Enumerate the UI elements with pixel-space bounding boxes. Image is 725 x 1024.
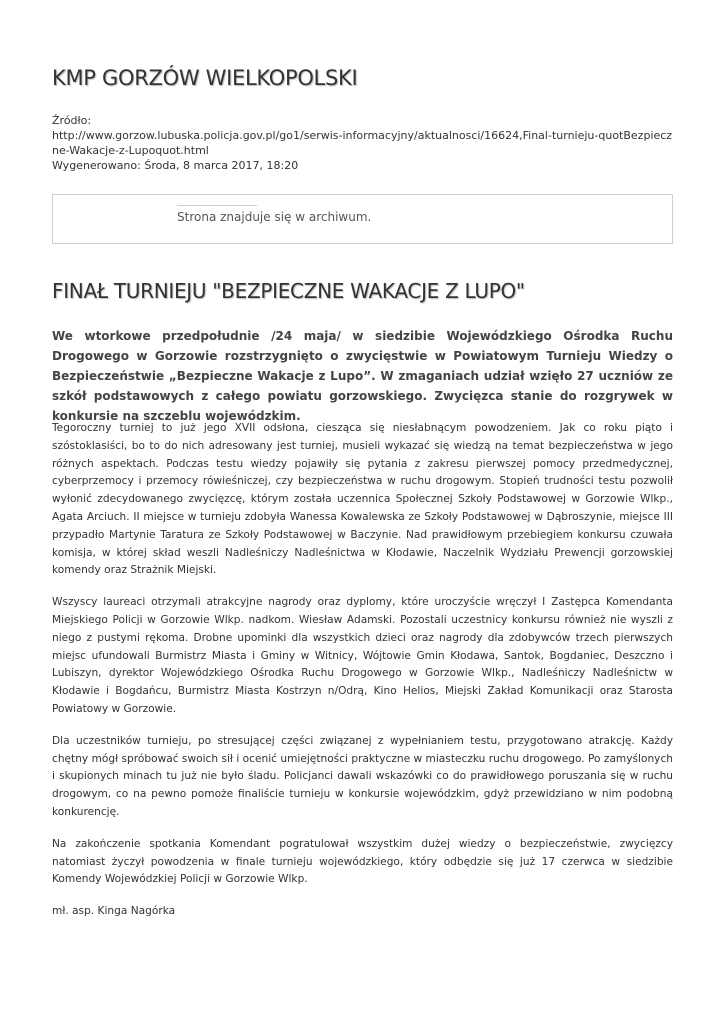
generated-date: Wygenerowano: Środa, 8 marca 2017, 18:20 <box>52 159 299 172</box>
article-paragraph: Wszyscy laureaci otrzymali atrakcyjne nagrody oraz dyplomy, które uroczyście wręczył I Zastępca Komendanta Miejskiego Policji w Gorzowie Wlkp. nadkom. Wiesław Adamski. Pozostali uczestnicy konkursu również nie wyszli z niego z pustymi rękoma. Drobne upominki dla wszystkich dzieci oraz nagrody dla zdobywców trzech pierwszych miejsc ufundowali Burmistrz Miasta i Gminy w Witnicy, Wójtowie Gmin Kłodawa, Santok, Bogdaniec, Deszczno i Lubiszyn, dyrektor Wojewódzkiego Ośrodka Ruchu Drogowego w Gorzowie Wlkp., Nadleśniczy Nadleśnictw w Kłodawie i Bogdańcu, Burmistrz Miasta Kostrzyn n/Odrą, Kino Helios, Miejski Zakład Komunikacji oraz Starosta Powiatowy w Gorzowie. <box>52 596 673 715</box>
article-author: mł. asp. Kinga Nagórka <box>52 905 176 918</box>
archive-notice-box <box>52 194 673 244</box>
article-paragraph: Tegoroczny turniej to już jego XVII odsłona, ciesząca się niesłabnącym powodzeniem. Jak co roku piąto i szóstoklasiści, bo to do nich adresowany jest turniej, musieli wykazać się wiedzą na temat bezpieczeństwa w jego różnych aspektach. Podczas testu wiedzy pojawiły się pytania z zakresu pierwszej pomocy przedmedycznej, cyberprzemocy i przemocy rówieśniczej, czy bezpieczeństwa w ruchu drogowym. Stopień trudności testu pozwolił wyłonić zdecydowanego zwycięzcę, którym została uczennica Społecznej Szkoły Podstawowej w Gorzowie Wlkp., Agata Arciuch. II miejsce w turnieju zdobyła Wanessa Kowalewska ze Szkoły Podstawowej w Dąbroszynie, miejsce III przypadło Martynie Taratura ze Szkoły Podstawowej w Baczynie. Nad prawidłowym przebiegiem konkursu czuwała komisja, w której skład weszli Nadleśniczy Nadleśnictwa w Kłodawie, Naczelnik Wydziału Prewencji gorzowskiej komendy oraz Strażnik Miejski. <box>52 422 673 577</box>
source-url: http://www.gorzow.lubuska.policja.gov.pl/go1/serwis-informacyjny/aktualnosci/16624,Final-turnieju-quotBezpieczne-Wakacje-z-Lupoquot.html <box>52 129 673 157</box>
site-title: KMP GORZÓW WIELKOPOLSKI <box>52 66 358 90</box>
archive-divider <box>177 205 257 206</box>
article-paragraph: Na zakończenie spotkania Komendant pogratulował wszystkim dużej wiedzy o bezpieczeństwie, zwycięzcy natomiast życzył powodzenia w finale turnieju wojewódzkiego, który odbędzie się już 17 czerwca w siedzibie Komendy Wojewódzkiej Policji w Gorzowie Wlkp. <box>52 837 673 886</box>
article-body <box>52 420 673 935</box>
article-title: FINAŁ TURNIEJU "BEZPIECZNE WAKACJE Z LUPO" <box>52 279 525 303</box>
archive-notice: Strona znajduje się w archiwum. <box>177 210 372 224</box>
article-paragraph: Dla uczestników turnieju, po stresującej części związanej z wypełnianiem testu, przygotowano atrakcję. Każdy chętny mógł spróbować swoich sił i ocenić umiejętności praktyczne w miasteczku ruchu drogowego. Po zamyślonych i skupionych minach tu już nie było śladu. Policjanci dawali wskazówki co do prawidłowego poruszania się w ruchu drogowym, co na pewno pomoże finaliście turnieju w konkursie wojewódzkim, gdyż przewidziano w nim podobną konkurencję. <box>52 734 673 818</box>
source-meta <box>52 113 673 173</box>
article-lead: We wtorkowe przedpołudnie /24 maja/ w siedzibie Wojewódzkiego Ośrodka Ruchu Drogowego w Gorzowie rozstrzygnięto o zwycięstwie w Powiatowym Turnieju Wiedzy o Bezpieczeństwie „Bezpieczne Wakacje z Lupo”. W zmaganiach udział wzięło 27 uczniów ze szkół podstawowych z całego powiatu gorzowskiego. Zwycięzca stanie do rozgrywek w konkursie na szczeblu wojewódzkim. <box>52 329 673 423</box>
source-label: Źródło: <box>52 114 92 127</box>
